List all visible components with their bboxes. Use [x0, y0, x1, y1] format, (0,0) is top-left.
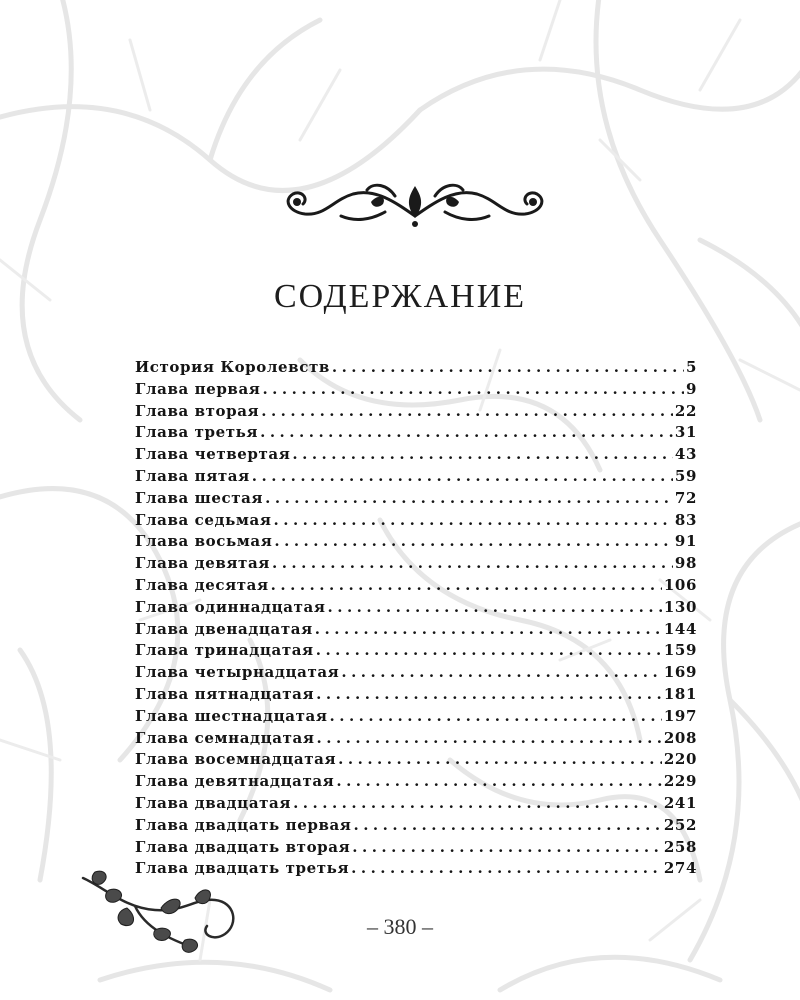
toc-entry-page-number: 169	[663, 663, 697, 682]
toc-entry	[135, 598, 697, 620]
toc-entry-page-number: 252	[663, 815, 697, 834]
toc-dot-leader	[315, 620, 662, 638]
toc-dot-leader	[353, 816, 661, 834]
toc-entry-label: Глава шестая	[135, 488, 264, 507]
toc-entry-label: Глава девятнадцатая	[135, 772, 335, 791]
toc-entry-page-number: 208	[663, 728, 697, 747]
toc-entry-label: Глава двадцать вторая	[135, 837, 351, 856]
toc-entry-page-number: 59	[674, 466, 697, 485]
toc-entry-page-number: 22	[674, 401, 697, 420]
toc-entry-page-number: 91	[674, 532, 697, 551]
page-title: СОДЕРЖАНИЕ	[273, 278, 527, 315]
toc-dot-leader	[265, 489, 673, 507]
toc-entry	[135, 750, 697, 772]
toc-entry-label: Глава девятая	[135, 554, 270, 573]
toc-entry	[135, 794, 697, 816]
toc-dot-leader	[330, 707, 662, 725]
toc-entry-label: Глава двадцатая	[135, 793, 292, 812]
toc-dot-leader	[336, 772, 662, 790]
toc-entry-page-number: 43	[674, 445, 697, 464]
toc-entry-label: Глава двадцать первая	[135, 815, 352, 834]
toc-dot-leader	[341, 663, 662, 681]
toc-entry-page-number: 130	[663, 597, 697, 616]
toc-entry	[135, 576, 697, 598]
toc-dot-leader	[316, 685, 662, 703]
toc-entry-page-number: 274	[663, 859, 697, 878]
toc-entry-label: Глава одиннадцатая	[135, 597, 326, 616]
toc-entry-page-number: 220	[663, 750, 697, 769]
toc-entry-label: Глава четырнадцатая	[135, 663, 340, 682]
toc-entry-label: Глава вторая	[135, 401, 260, 420]
toc-dot-leader	[272, 554, 673, 572]
toc-entry	[135, 685, 697, 707]
vine-leaves-icon	[75, 868, 245, 958]
toc-entry	[135, 423, 697, 445]
toc-entry-label: Глава восьмая	[135, 532, 273, 551]
toc-entry-label: Глава двадцать третья	[135, 859, 350, 878]
toc-dot-leader	[338, 750, 662, 768]
toc-entry-label: Глава восемнадцатая	[135, 750, 337, 769]
toc-dot-leader	[316, 641, 662, 659]
toc-dot-leader	[317, 729, 662, 747]
toc-entry-label: Глава первая	[135, 379, 261, 398]
toc-entry	[135, 554, 697, 576]
toc-entry	[135, 380, 697, 402]
toc-entry-page-number: 9	[685, 379, 697, 398]
toc-entry-page-number: 106	[663, 575, 697, 594]
page-number: – 380 –	[367, 914, 433, 939]
flourish-ornament-icon	[275, 172, 555, 236]
toc-entry-label: Глава третья	[135, 423, 259, 442]
toc-entry-label: Глава пятая	[135, 466, 250, 485]
toc-entry	[135, 358, 697, 380]
toc-dot-leader	[274, 511, 673, 529]
toc-dot-leader	[332, 358, 684, 376]
toc-dot-leader	[328, 598, 662, 616]
toc-entry-page-number: 159	[663, 641, 697, 660]
toc-entry	[135, 489, 697, 511]
toc-dot-leader	[260, 423, 673, 441]
toc-entry-page-number: 229	[663, 772, 697, 791]
toc-entry	[135, 532, 697, 554]
toc-entry-label: Глава шестнадцатая	[135, 706, 328, 725]
toc-entry-page-number: 83	[674, 510, 697, 529]
toc-dot-leader	[274, 532, 673, 550]
toc-entry-page-number: 197	[663, 706, 697, 725]
toc-entry	[135, 402, 697, 424]
toc-entry-label: Глава двенадцатая	[135, 619, 313, 638]
toc-entry	[135, 445, 697, 467]
toc-dot-leader	[262, 380, 684, 398]
toc-dot-leader	[352, 838, 662, 856]
toc-entry-page-number: 72	[674, 488, 697, 507]
table-of-contents	[135, 358, 697, 881]
toc-entry	[135, 729, 697, 751]
toc-entry-page-number: 144	[663, 619, 697, 638]
toc-dot-leader	[261, 402, 673, 420]
toc-entry	[135, 838, 697, 860]
toc-dot-leader	[252, 467, 673, 485]
toc-entry-label: Глава седьмая	[135, 510, 272, 529]
toc-entry	[135, 511, 697, 533]
toc-entry-label: Глава семнадцатая	[135, 728, 315, 747]
toc-dot-leader	[351, 859, 662, 877]
toc-entry-page-number: 241	[663, 793, 697, 812]
toc-entry-page-number: 98	[674, 554, 697, 573]
toc-entry-label: Глава пятнадцатая	[135, 684, 315, 703]
toc-dot-leader	[292, 445, 673, 463]
toc-entry	[135, 641, 697, 663]
toc-entry	[135, 620, 697, 642]
toc-entry-label: История Королевств	[135, 358, 330, 376]
toc-dot-leader	[293, 794, 662, 812]
toc-entry	[135, 467, 697, 489]
toc-entry	[135, 663, 697, 685]
toc-entry-page-number: 258	[663, 837, 697, 856]
toc-entry-label: Глава тринадцатая	[135, 641, 314, 660]
toc-entry-page-number: 181	[663, 684, 697, 703]
toc-entry-label: Глава четвертая	[135, 445, 291, 464]
toc-entry	[135, 707, 697, 729]
toc-dot-leader	[271, 576, 662, 594]
toc-entry-label: Глава десятая	[135, 575, 269, 594]
toc-entry-page-number: 31	[674, 423, 697, 442]
toc-entry	[135, 816, 697, 838]
toc-entry-page-number: 5	[685, 358, 697, 376]
toc-entry	[135, 772, 697, 794]
